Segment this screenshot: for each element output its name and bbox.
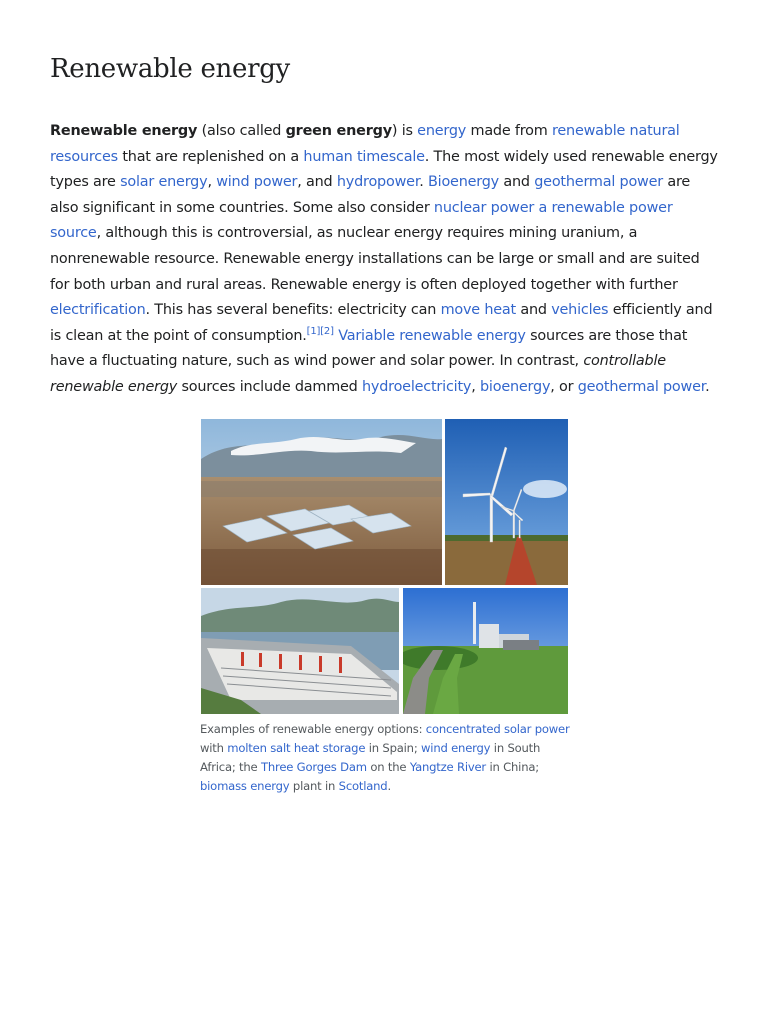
- italic-term-controllable-renewable-energy: controllable renewable energy: [50, 353, 666, 395]
- citation-group: [307, 326, 334, 337]
- lead-paragraph: [50, 119, 722, 401]
- link-human-timescale[interactable]: human timescale: [303, 148, 425, 165]
- text-run: that are replenished on a: [117, 148, 304, 165]
- link-scotland[interactable]: Scotland: [338, 779, 388, 793]
- three-gorges-dam-photo[interactable]: [201, 588, 399, 714]
- link-biomass-energy[interactable]: biomass energy: [200, 779, 290, 793]
- link-vehicles[interactable]: vehicles: [551, 302, 609, 319]
- link-geothermal-power[interactable]: geothermal power: [534, 174, 663, 191]
- link-molten-salt-heat-storage[interactable]: molten salt heat storage: [227, 741, 366, 755]
- link-bioenergy[interactable]: Bioenergy: [427, 174, 499, 191]
- link-move-heat[interactable]: move heat: [440, 302, 516, 319]
- link-wind-energy[interactable]: wind energy: [421, 741, 491, 755]
- wind-turbine-photo[interactable]: [445, 419, 568, 585]
- text-run: ,: [471, 378, 480, 395]
- link-concentrated-solar-power[interactable]: concentrated solar power: [425, 722, 570, 736]
- text-run: , and: [297, 174, 337, 191]
- text-run: sources are those that have a fluctuating nature, such as wind power and solar power. In contrast,: [50, 327, 688, 370]
- caption-text-run: on the: [366, 760, 410, 774]
- text-run: .: [419, 174, 428, 191]
- link-solar-energy[interactable]: solar energy: [120, 174, 208, 191]
- text-run: ,: [207, 174, 217, 191]
- link-wind-power[interactable]: wind power: [216, 174, 298, 191]
- link-energy[interactable]: energy: [417, 123, 467, 139]
- text-run: are also significant in some countries. Some also consider: [50, 174, 691, 216]
- image-montage: [201, 419, 568, 714]
- text-run: efficiently and is clean at the point of consumption.: [50, 302, 713, 344]
- caption-text-run: Examples of renewable energy options:: [200, 722, 426, 736]
- bold-term-green-energy: green energy: [285, 123, 392, 139]
- link-variable-renewable-energy[interactable]: Variable renewable energy: [338, 327, 526, 344]
- page-title: Renewable energy: [50, 54, 290, 84]
- text-run: ) is: [391, 123, 418, 139]
- caption-text-run: in South Africa; the: [200, 741, 541, 774]
- biomass-plant-photo[interactable]: [403, 588, 568, 714]
- text-run: and: [499, 174, 535, 191]
- link-renewable-natural-resources[interactable]: renewable natural resources: [50, 123, 680, 165]
- text-run: , although this is controversial, as nuclear energy requires mining uranium, a nonrenewable resource. Renewable energy installations can be large or small and are suited for both urban and rural areas. Renewable energy is often deployed together with further: [50, 225, 700, 293]
- link-bioenergy-2[interactable]: bioenergy: [479, 378, 551, 395]
- text-run: (also called: [197, 123, 286, 139]
- solar-plant-photo[interactable]: [201, 419, 442, 585]
- link-geothermal-power-2[interactable]: geothermal power: [577, 378, 706, 395]
- text-run: . The most widely used renewable energy types are: [50, 148, 718, 191]
- bold-term-renewable-energy: Renewable energy: [50, 123, 198, 139]
- caption-text-run: plant in: [289, 779, 339, 793]
- figure-caption: [200, 720, 572, 796]
- caption-text-run: with: [200, 741, 228, 755]
- link-electrification[interactable]: electrification: [50, 302, 146, 319]
- citation-link-1[interactable]: [1]: [306, 325, 321, 337]
- link-three-gorges-dam[interactable]: Three Gorges Dam: [260, 760, 367, 774]
- text-run: , or: [550, 378, 578, 395]
- caption-text-run: in Spain;: [365, 741, 422, 755]
- text-run: sources include dammed: [177, 378, 362, 395]
- text-run: and: [515, 302, 552, 319]
- caption-text-run: in China;: [486, 760, 539, 774]
- link-yangtze-river[interactable]: Yangtze River: [409, 760, 486, 774]
- text-run: . This has several benefits: electricity can: [145, 302, 441, 319]
- link-nuclear-power[interactable]: nuclear power a renewable power source: [50, 199, 673, 242]
- text-run: .: [705, 378, 710, 395]
- citation-link-2[interactable]: [2]: [320, 325, 334, 337]
- caption-text-run: .: [387, 779, 391, 793]
- link-hydropower[interactable]: hydropower: [336, 174, 420, 191]
- link-hydroelectricity[interactable]: hydroelectricity: [362, 378, 472, 395]
- text-run: made from: [466, 123, 552, 139]
